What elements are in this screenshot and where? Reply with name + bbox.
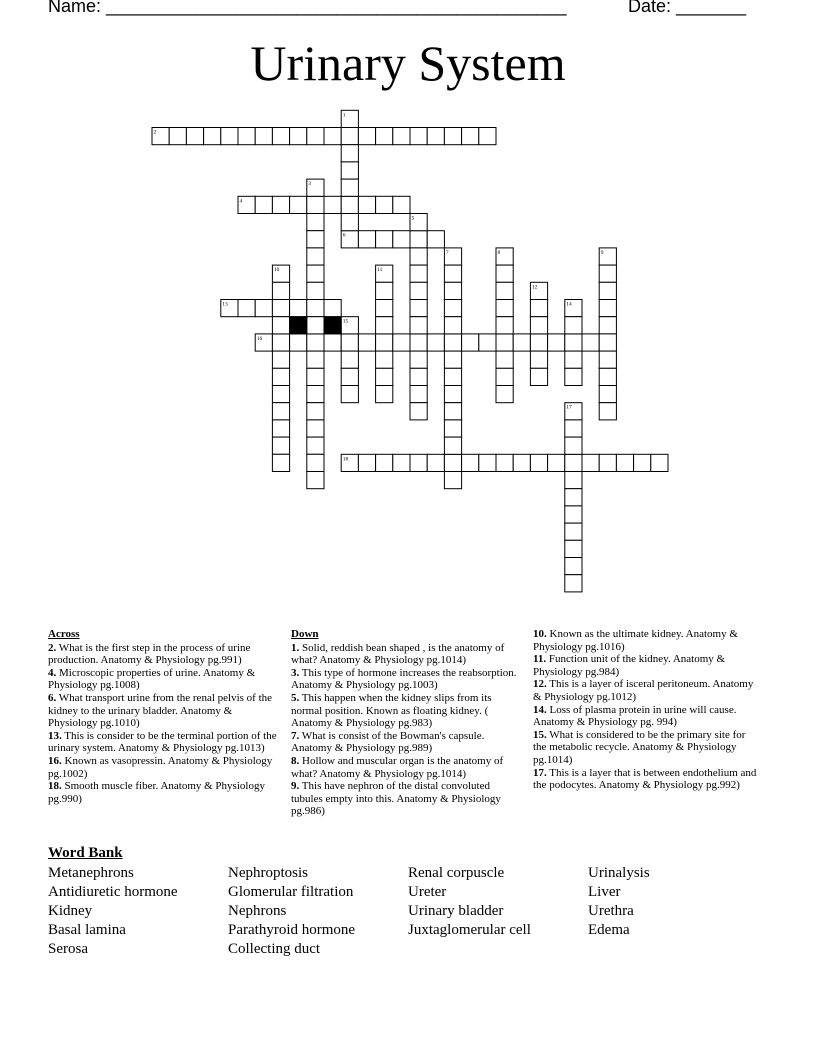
clue-number-label: 17 [566, 404, 572, 411]
word-bank-item: Urethra [588, 903, 634, 919]
crossword-cell[interactable] [272, 420, 289, 437]
crossword-black-cell [324, 317, 341, 334]
clue-item [48, 755, 280, 780]
crossword-cell[interactable] [376, 386, 393, 403]
crossword-cell[interactable] [565, 472, 582, 489]
word-bank-column-2 [228, 864, 355, 959]
crossword-cell[interactable] [565, 506, 582, 523]
word-bank-item: Metanephrons [48, 865, 134, 881]
crossword-cell[interactable] [307, 317, 324, 334]
crossword-cell[interactable] [410, 248, 427, 265]
word-bank-item: Parathyroid hormone [228, 922, 356, 938]
crossword-cell[interactable] [444, 386, 461, 403]
crossword-cell[interactable] [565, 489, 582, 506]
crossword-cell[interactable] [513, 454, 530, 471]
crossword-cell[interactable] [444, 454, 461, 471]
crossword-cell[interactable] [599, 282, 616, 299]
clue-item [291, 780, 519, 818]
clue-number-label: 15 [342, 318, 349, 325]
crossword-cell[interactable] [272, 282, 289, 299]
clue-text: What transport urine from the renal pelvis of the kidney to the urinary bladder. Anatomy & Physiology pg.1010) [48, 691, 273, 730]
word-bank-item: Nephroptosis [228, 865, 308, 881]
crossword-cell[interactable] [307, 282, 324, 299]
crossword-cell[interactable] [444, 368, 461, 385]
clue-number: 14. [533, 703, 547, 716]
crossword-cell[interactable] [427, 454, 444, 471]
crossword-cell[interactable] [221, 128, 238, 145]
crossword-cell[interactable] [186, 128, 203, 145]
crossword-cell[interactable] [410, 386, 427, 403]
crossword-cell[interactable] [479, 334, 496, 351]
crossword-cell[interactable] [307, 472, 324, 489]
clue-item [533, 729, 757, 767]
crossword-cell[interactable] [255, 300, 272, 317]
crossword-cell[interactable] [376, 454, 393, 471]
crossword-cell[interactable] [204, 128, 221, 145]
crossword-cell[interactable] [358, 334, 375, 351]
crossword-cell[interactable] [307, 231, 324, 248]
clue-text: Function unit of the kidney. Anatomy & Physiology pg.984) [533, 653, 726, 678]
crossword-cell[interactable] [565, 420, 582, 437]
clue-number-label: 16 [256, 335, 263, 342]
crossword-cell[interactable] [341, 162, 358, 179]
clue-text: Known as vasopressin. Anatomy & Physiology pg.1002) [48, 754, 273, 780]
clue-text: This is a layer of isceral peritoneum. Anatomy & Physiology pg.1012) [533, 678, 754, 703]
crossword-cell[interactable] [238, 128, 255, 145]
crossword-cell[interactable] [255, 128, 272, 145]
crossword-cell[interactable] [307, 368, 324, 385]
word-bank-item: Collecting duct [228, 941, 321, 957]
crossword-cell[interactable] [599, 265, 616, 282]
clue-item [533, 767, 757, 792]
crossword-cell[interactable] [410, 334, 427, 351]
clue-number-label: 7 [445, 249, 449, 256]
crossword-cell[interactable] [341, 351, 358, 368]
crossword-cell[interactable] [427, 128, 444, 145]
word-bank-item: Liver [588, 884, 621, 900]
clue-text: Loss of plasma protein in urine will cause. Anatomy & Physiology pg. 994) [533, 703, 737, 729]
crossword-cell[interactable] [530, 368, 547, 385]
crossword-cell[interactable] [324, 334, 341, 351]
crossword-cell[interactable] [376, 368, 393, 385]
crossword-cell[interactable] [462, 454, 479, 471]
crossword-cell[interactable] [444, 472, 461, 489]
clue-text: What is the first step in the process of urine production. Anatomy & Physiology pg.991) [48, 641, 251, 667]
clue-item [48, 730, 280, 755]
clue-number-label: 8 [497, 249, 501, 256]
crossword-cell[interactable] [530, 334, 547, 351]
clue-text: What is considered to be the primary site for the metabolic recycle. Anatomy & Physiology pg.1014) [533, 728, 746, 766]
clue-number-label: 13 [222, 301, 228, 308]
crossword-cell[interactable] [376, 351, 393, 368]
crossword-cell[interactable] [341, 334, 358, 351]
crossword-cell[interactable] [496, 300, 513, 317]
crossword-cell[interactable] [565, 454, 582, 471]
clue-number-label: 1 [342, 112, 346, 119]
clue-number-label: 11 [377, 267, 383, 274]
clue-number-label: 10 [273, 267, 280, 274]
crossword-cell[interactable] [358, 128, 375, 145]
clue-number: 15. [533, 728, 547, 741]
clue-text: This type of hormone increases the reabsorption. Anatomy & Physiology pg.1003) [291, 666, 517, 692]
crossword-cell[interactable] [651, 454, 668, 471]
crossword-cell[interactable] [272, 317, 289, 334]
crossword-cell[interactable] [307, 454, 324, 471]
crossword-cell[interactable] [530, 351, 547, 368]
clue-number: 8. [291, 754, 300, 767]
clue-number: 13. [48, 729, 62, 742]
crossword-cell[interactable] [169, 128, 186, 145]
crossword-cell[interactable] [307, 420, 324, 437]
clue-item [533, 678, 757, 703]
crossword-cell[interactable] [444, 437, 461, 454]
crossword-cell[interactable] [444, 403, 461, 420]
word-bank-item: Renal corpuscle [408, 865, 505, 881]
crossword-cell[interactable] [341, 214, 358, 231]
clue-number: 7. [291, 729, 300, 742]
crossword-cell[interactable] [376, 334, 393, 351]
word-bank-item: Juxtaglomerular cell [408, 922, 531, 938]
crossword-cell[interactable] [272, 454, 289, 471]
word-bank-item: Basal lamina [48, 922, 126, 938]
clue-number: 2. [48, 641, 57, 654]
crossword-cell[interactable] [410, 317, 427, 334]
word-bank-column-4 [588, 864, 650, 940]
clue-text: Microscopic properties of urine. Anatomy & Physiology pg.1008) [48, 666, 256, 692]
word-bank-item: Nephrons [228, 903, 287, 919]
clue-number: 4. [48, 666, 57, 679]
word-bank-item: Urinalysis [588, 865, 650, 881]
crossword-cell[interactable] [513, 334, 530, 351]
crossword-cell[interactable] [496, 351, 513, 368]
crossword-cell[interactable] [341, 368, 358, 385]
across-heading: Across [48, 628, 80, 640]
crossword-cell[interactable] [410, 454, 427, 471]
crossword-cell[interactable] [307, 437, 324, 454]
crossword-cell[interactable] [479, 454, 496, 471]
clue-text: Solid, reddish bean shaped , is the anatomy of what? Anatomy & Physiology pg.1014) [291, 641, 505, 667]
clue-number: 18. [48, 780, 62, 793]
crossword-cell[interactable] [599, 454, 616, 471]
clue-text: Hollow and muscular organ is the anatomy of what? Anatomy & Physiology pg.1014) [291, 754, 504, 780]
crossword-cell[interactable] [307, 351, 324, 368]
crossword-cell[interactable] [272, 437, 289, 454]
down-list [291, 642, 519, 818]
clue-item [48, 667, 280, 692]
crossword-cell[interactable] [444, 300, 461, 317]
crossword-cell[interactable] [410, 368, 427, 385]
clue-number-label: 14 [566, 301, 572, 308]
crossword-cell[interactable] [410, 300, 427, 317]
clue-text: This happen when the kidney slips from its normal position. Known as floating kidney. ( Anatomy & Physiology pg.983) [291, 691, 492, 730]
word-bank-item: Antidiuretic hormone [48, 884, 178, 900]
crossword-cell[interactable] [272, 368, 289, 385]
date-field[interactable]: Date: _______ [628, 0, 747, 16]
name-field[interactable]: Name: ______________________________________________ [48, 0, 567, 16]
crossword-cell[interactable] [599, 386, 616, 403]
clue-number: 11. [533, 653, 547, 666]
crossword-cell[interactable] [496, 317, 513, 334]
crossword-cell[interactable] [427, 334, 444, 351]
crossword-cell[interactable] [290, 300, 307, 317]
clue-number-label: 3 [308, 181, 312, 188]
clue-number-label: 18 [342, 456, 349, 463]
crossword-cell[interactable] [565, 575, 582, 592]
crossword-cell[interactable] [272, 386, 289, 403]
clue-number: 12. [533, 678, 547, 691]
clue-number-label: 12 [531, 284, 538, 291]
crossword-cell[interactable] [376, 300, 393, 317]
crossword-cell[interactable] [565, 437, 582, 454]
crossword-cell[interactable] [272, 300, 289, 317]
crossword-cell[interactable] [565, 317, 582, 334]
crossword-cell[interactable] [444, 351, 461, 368]
clue-item [291, 755, 519, 780]
crossword-cell[interactable] [599, 300, 616, 317]
clue-number-label: 4 [239, 198, 243, 205]
crossword-cell[interactable] [290, 196, 307, 213]
crossword-cell[interactable] [410, 265, 427, 282]
across-clues [48, 628, 280, 805]
clue-text: Smooth muscle fiber. Anatomy & Physiology pg.990) [48, 780, 265, 805]
crossword-cell[interactable] [410, 231, 427, 248]
crossword-cell[interactable] [393, 334, 410, 351]
crossword-cell[interactable] [496, 334, 513, 351]
crossword-cell[interactable] [307, 334, 324, 351]
crossword-cell[interactable] [307, 128, 324, 145]
crossword-cell[interactable] [341, 128, 358, 145]
crossword-cell[interactable] [444, 128, 461, 145]
clue-item [533, 704, 757, 729]
crossword-black-cell [290, 317, 307, 334]
crossword-cell[interactable] [599, 368, 616, 385]
clue-item [48, 692, 280, 730]
clue-text: This is a layer that is between endothelium and the podocytes. Anatomy & Physiology pg.992) [533, 766, 757, 792]
clue-number: 9. [291, 780, 300, 793]
crossword-cell[interactable] [238, 300, 255, 317]
crossword-cell[interactable] [410, 128, 427, 145]
crossword-cell[interactable] [376, 231, 393, 248]
crossword-cell[interactable] [393, 231, 410, 248]
crossword-cell[interactable] [358, 231, 375, 248]
crossword-cell[interactable] [393, 196, 410, 213]
clue-item [533, 653, 757, 678]
crossword-cell[interactable] [548, 334, 565, 351]
clue-number: 1. [291, 641, 300, 654]
down-heading: Down [291, 628, 319, 640]
page-title: Urinary System [250, 35, 566, 91]
crossword-cell[interactable] [599, 334, 616, 351]
crossword-cell[interactable] [376, 317, 393, 334]
crossword-cell[interactable] [272, 351, 289, 368]
word-bank-item: Glomerular filtration [228, 884, 354, 900]
word-bank-item: Kidney [48, 903, 93, 919]
clue-number: 5. [291, 691, 300, 704]
crossword-cell[interactable] [496, 368, 513, 385]
crossword-cell[interactable] [324, 128, 341, 145]
clue-number: 10. [533, 628, 547, 640]
clue-text: Known as the ultimate kidney. Anatomy & Physiology pg.1016) [533, 628, 738, 653]
word-bank-column-3 [408, 864, 531, 940]
crossword-cell[interactable] [307, 300, 324, 317]
clue-item [291, 692, 519, 730]
crossword-cell[interactable] [565, 558, 582, 575]
clue-item [291, 730, 519, 755]
crossword-cell[interactable] [290, 128, 307, 145]
crossword-cell[interactable] [616, 454, 633, 471]
clue-number-label: 6 [342, 232, 346, 239]
crossword-cell[interactable] [272, 196, 289, 213]
crossword-cell[interactable] [307, 386, 324, 403]
crossword-cell[interactable] [341, 145, 358, 162]
crossword-cell[interactable] [376, 128, 393, 145]
word-bank-item: Serosa [48, 941, 88, 957]
word-bank-title: Word Bank [48, 845, 123, 861]
crossword-cell[interactable] [462, 128, 479, 145]
clue-number: 16. [48, 754, 62, 767]
clue-number: 3. [291, 666, 300, 679]
crossword-cell[interactable] [272, 403, 289, 420]
crossword-cell[interactable] [565, 523, 582, 540]
down-list-continued [533, 628, 757, 792]
crossword-cell[interactable] [530, 300, 547, 317]
crossword-cell[interactable] [444, 334, 461, 351]
clue-text: This is consider to be the terminal portion of the urinary system. Anatomy & Physiology pg.1013) [48, 729, 277, 755]
clue-text: This have nephron of the distal convoluted tubules empty into this. Anatomy & Physiology pg.986) [291, 780, 501, 818]
crossword-cell[interactable] [272, 334, 289, 351]
crossword-cell[interactable] [341, 386, 358, 403]
crossword-cell[interactable] [410, 282, 427, 299]
crossword-cell[interactable] [599, 317, 616, 334]
across-list [48, 642, 280, 806]
crossword-cell[interactable] [307, 214, 324, 231]
clue-number: 6. [48, 691, 57, 704]
crossword-cell[interactable] [272, 128, 289, 145]
crossword-cell[interactable] [565, 540, 582, 557]
clue-number-label: 9 [600, 249, 604, 256]
crossword-cell[interactable] [376, 282, 393, 299]
crossword-cell[interactable] [255, 196, 272, 213]
clue-item [48, 642, 280, 667]
crossword-cell[interactable] [307, 403, 324, 420]
crossword-cell[interactable] [496, 282, 513, 299]
crossword-cell[interactable] [582, 334, 599, 351]
clue-item [533, 628, 757, 653]
word-bank-item: Ureter [408, 884, 447, 900]
crossword-cell[interactable] [393, 128, 410, 145]
clue-number-label: 2 [153, 129, 157, 136]
crossword-cell[interactable] [565, 334, 582, 351]
crossword-cell[interactable] [496, 265, 513, 282]
crossword-cell[interactable] [634, 454, 651, 471]
crossword-cell[interactable] [462, 334, 479, 351]
crossword-cell[interactable] [444, 420, 461, 437]
clue-item [291, 642, 519, 667]
crossword-cell[interactable] [530, 317, 547, 334]
crossword-cell[interactable] [290, 334, 307, 351]
crossword-cell[interactable] [376, 196, 393, 213]
crossword-cell[interactable] [324, 196, 341, 213]
crossword-cell[interactable] [393, 454, 410, 471]
crossword-cell[interactable] [307, 196, 324, 213]
down-clues-continued [533, 628, 757, 792]
clue-item [48, 780, 280, 805]
crossword-cell[interactable] [444, 317, 461, 334]
crossword-cell[interactable] [410, 351, 427, 368]
crossword-cell[interactable] [548, 454, 565, 471]
word-bank-column-1 [48, 864, 178, 959]
crossword-cell[interactable] [496, 386, 513, 403]
crossword-cell[interactable] [444, 265, 461, 282]
crossword-cell[interactable] [358, 196, 375, 213]
crossword-cell[interactable] [358, 454, 375, 471]
clue-number: 17. [533, 766, 547, 779]
crossword-cell[interactable] [530, 454, 547, 471]
down-clues [291, 628, 519, 818]
clue-number-label: 5 [411, 215, 415, 222]
crossword-cell[interactable] [565, 368, 582, 385]
crossword-cell[interactable] [599, 351, 616, 368]
crossword-cell[interactable] [410, 403, 427, 420]
crossword-cell[interactable] [341, 196, 358, 213]
crossword-cell[interactable] [324, 300, 341, 317]
crossword-cell[interactable] [496, 454, 513, 471]
crossword-cell[interactable] [307, 248, 324, 265]
crossword-cell[interactable] [341, 179, 358, 196]
word-bank-item: Urinary bladder [408, 903, 504, 919]
crossword-cell[interactable] [444, 282, 461, 299]
clue-text: What is consist of the Bowman's capsule. Anatomy & Physiology pg.989) [291, 729, 485, 755]
crossword-cell[interactable] [307, 265, 324, 282]
crossword-cell[interactable] [427, 231, 444, 248]
crossword-cell[interactable] [599, 403, 616, 420]
crossword-cell[interactable] [582, 454, 599, 471]
crossword-cell[interactable] [565, 351, 582, 368]
word-bank-item: Edema [588, 922, 630, 938]
clue-item [291, 667, 519, 692]
crossword-cell[interactable] [479, 128, 496, 145]
